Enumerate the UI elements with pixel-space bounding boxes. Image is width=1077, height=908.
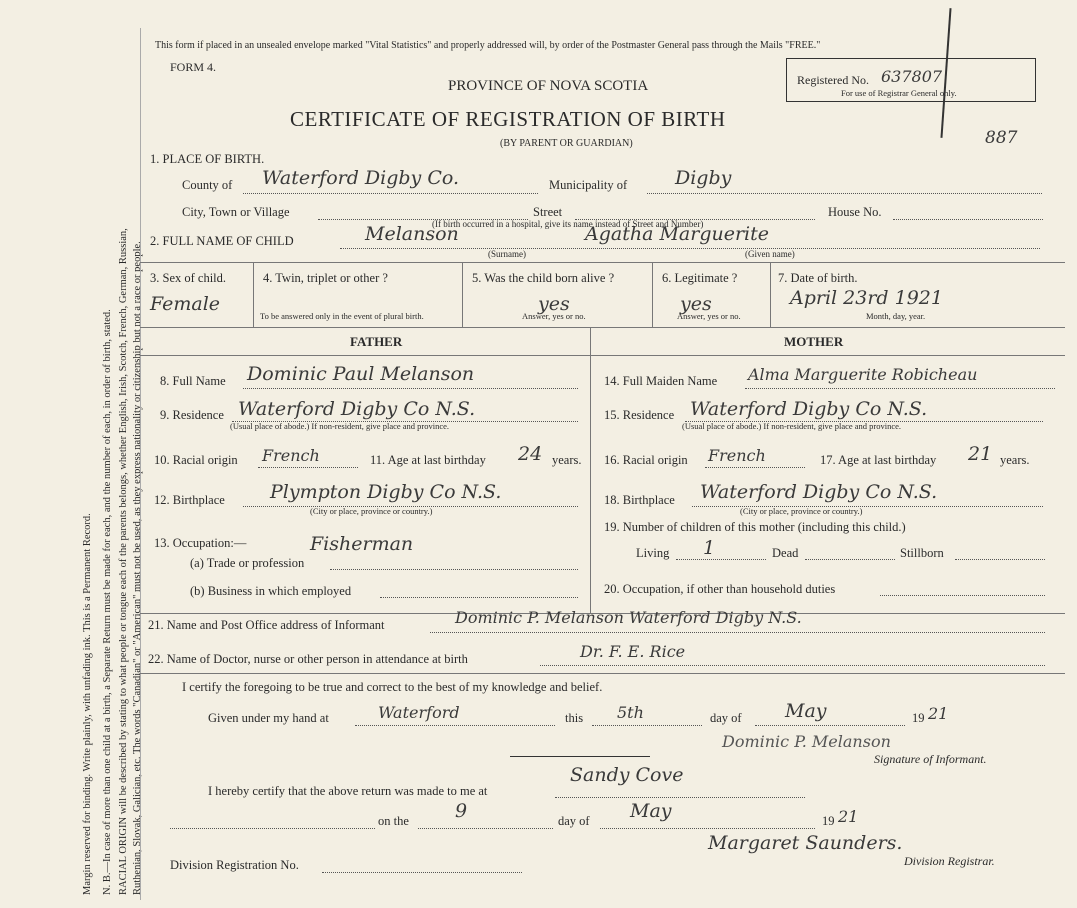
row3-divider-2 [462,262,463,327]
dead-line [805,559,895,560]
county-line [243,193,538,194]
trade-label: (a) Trade or profession [190,556,305,570]
mother-heading: MOTHER [784,334,844,349]
this-label: this [565,711,584,725]
mother-residence-value: Waterford Digby Co N.S. [690,398,928,420]
certify-day-value: 5th [617,703,644,722]
father-name-label: 8. Full Name [160,374,226,388]
hospital-note: (If birth occurred in a hospital, give its name instead of Street and Number) [432,219,704,229]
dead-label: Dead [772,546,799,560]
doctor-label: 22. Name of Doctor, nurse or other person in attendance at birth [148,652,468,666]
postal-notice: This form if placed in an unsealed envelope marked "Vital Statistics" and properly addressed will, by order of the Postmaster General pass through the Mails "FREE." [155,40,821,51]
mother-residence-note: (Usual place of abode.) If non-resident, give place and province. [682,421,902,431]
margin-notes [12,30,143,900]
street-label: Street [533,205,563,219]
certify-month-line [755,725,905,726]
mother-birthplace-note: (City or place, province or country.) [740,506,863,516]
province-heading: PROVINCE OF NOVA SCOTIA [448,78,649,94]
certify-day-line [592,725,702,726]
certify-year-prefix: 19 [912,711,925,725]
business-label: (b) Business in which employed [190,584,352,598]
father-occupation-label: 13. Occupation:— [154,536,247,550]
certificate-subtitle: (BY PARENT OR GUARDIAN) [500,138,633,149]
father-age-value: 24 [518,443,543,465]
child-name-line [340,248,1040,249]
mother-name-value: Alma Marguerite Robicheau [748,365,978,384]
father-age-label: 11. Age at last birthday [370,453,486,467]
row3-divider-3 [652,262,653,327]
margin-note-2: N. B.—In case of more than one child at a birth, a Separate Return must be made for each, and the number of each, in order of birth, stated. [102,309,113,895]
certify-top-rule [140,673,1065,674]
sex-label: 3. Sex of child. [150,271,227,285]
registrar-signature: Margaret Saunders. [708,832,903,854]
division-registration-label: Division Registration No. [170,858,299,872]
signature-rule [510,756,650,757]
father-residence-value: Waterford Digby Co N.S. [238,398,476,420]
registration-box [786,58,1036,102]
place-of-birth-heading: 1. PLACE OF BIRTH. [150,152,265,166]
surname-note: (Surname) [488,249,526,259]
certify-month-value: May [785,700,827,722]
children-count-label: 19. Number of children of this mother (including this child.) [604,520,906,534]
margin-note-1: Margin reserved for binding. Write plainly, with unfading ink. This is a Permanent Record. [82,513,93,895]
sex-value: Female [150,293,221,315]
registrar-day-line [418,828,553,829]
registrar-month-value: May [630,800,672,822]
father-name-line [243,388,578,389]
row3-divider-1 [253,262,254,327]
mother-age-value: 21 [968,443,993,465]
father-birthplace-note: (City or place, province or country.) [310,506,433,516]
registrar-year-prefix: 19 [822,814,835,828]
municipality-value: Digby [675,167,732,189]
mother-name-line [745,388,1055,389]
legitimate-value: yes [680,293,712,315]
margin-note-3: RACIAL ORIGIN will be described by stating to what people or tongue each of the parents belongs, whether English, Irish, Scotch, French, German, Russian, [118,228,129,895]
father-occupation-value: Fisherman [310,533,414,555]
living-line [676,559,766,560]
birth-date-value: April 23rd 1921 [790,287,943,309]
registrar-place-value: Sandy Cove [570,764,684,786]
stillborn-label: Stillborn [900,546,944,560]
mother-occupation-line [880,595,1045,596]
registered-number: 637807 [881,67,943,86]
county-label: County of [182,178,233,192]
division-registration-line [322,872,522,873]
certify-dayof-label: day of [710,711,742,725]
father-residence-note: (Usual place of abode.) If non-resident, give place and province. [230,421,450,431]
registered-label: Registered No. [797,73,869,87]
doctor-line [540,665,1045,666]
mother-name-label: 14. Full Maiden Name [604,374,718,388]
birth-date-note: Month, day, year. [866,311,926,321]
division-registrar-label: Division Registrar. [904,854,995,868]
parents-heading-rule [140,355,1065,356]
registrar-dayof-label: day of [558,814,590,828]
legitimate-label: 6. Legitimate ? [662,271,738,285]
child-name-label: 2. FULL NAME OF CHILD [150,234,294,248]
registrar-on-label: on the [378,814,409,828]
given-note: (Given name) [745,249,795,259]
parents-divider [590,327,591,613]
registrar-statement: I hereby certify that the above return was made to me at [208,784,488,798]
given-under-label: Given under my hand at [208,711,329,725]
row3-divider-4 [770,262,771,327]
mother-racial-value: French [708,446,766,465]
mother-birthplace-label: 18. Birthplace [604,493,675,507]
business-line [380,597,578,598]
certify-year-value: 21 [928,704,949,723]
living-value: 1 [703,537,716,559]
father-racial-label: 10. Racial origin [154,453,238,467]
informant-signature: Dominic P. Melanson [722,732,891,751]
given-place-value: Waterford [378,703,460,722]
alive-label: 5. Was the child born alive ? [472,271,615,285]
mother-occupation-label: 20. Occupation, if other than household duties [604,582,836,596]
living-label: Living [636,546,670,560]
informant-value: Dominic P. Melanson Waterford Digby N.S. [455,608,802,627]
mother-birthplace-value: Waterford Digby Co N.S. [700,481,938,503]
father-racial-line [258,467,358,468]
informant-label: 21. Name and Post Office address of Informant [148,618,385,632]
alive-note: Answer, yes or no. [522,311,586,321]
father-racial-value: French [262,446,320,465]
certificate-title: CERTIFICATE OF REGISTRATION OF BIRTH [290,107,726,131]
mother-years-label: years. [1000,453,1030,467]
given-place-line [355,725,555,726]
stillborn-line [955,559,1045,560]
registrar-year-value: 21 [838,807,859,826]
signature-label: Signature of Informant. [874,752,987,766]
house-label: House No. [828,205,882,219]
twin-note: To be answered only in the event of plural birth. [260,311,424,321]
mother-racial-line [705,467,805,468]
municipality-label: Municipality of [549,178,628,192]
birth-date-label: 7. Date of birth. [778,271,858,285]
mother-residence-label: 15. Residence [604,408,675,422]
alive-value: yes [538,293,570,315]
doctor-value: Dr. F. E. Rice [580,642,686,661]
corner-number: 887 [985,128,1018,148]
father-name-value: Dominic Paul Melanson [247,363,475,385]
trade-line [330,569,578,570]
certify-statement: I certify the foregoing to be true and correct to the best of my knowledge and belief. [182,680,603,694]
county-value: Waterford Digby Co. [262,167,460,189]
row3-top-rule [140,262,1065,263]
row3-bottom-rule [140,327,1065,328]
mother-racial-label: 16. Racial origin [604,453,688,467]
city-label: City, Town or Village [182,205,290,219]
registrar-day-value: 9 [455,800,468,822]
twin-label: 4. Twin, triplet or other ? [263,271,388,285]
registrar-blank-line [170,828,375,829]
margin-note-4: Ruthenian, Slovak, Galician, etc. The words "Canadian" or "American" must not be used, as they express nationality or citizenship but not a race or people. [132,241,143,895]
informant-line [430,632,1045,633]
form-number: FORM 4. [170,60,217,74]
father-birthplace-label: 12. Birthplace [154,493,225,507]
municipality-line [647,193,1042,194]
registrar-note: For use of Registrar General only. [841,88,957,98]
father-residence-label: 9. Residence [160,408,224,422]
legitimate-note: Answer, yes or no. [677,311,741,321]
father-years-label: years. [552,453,582,467]
registrar-month-line [600,828,815,829]
registrar-place-line [555,797,805,798]
father-birthplace-value: Plympton Digby Co N.S. [270,481,502,503]
child-given-name: Agatha Marguerite [585,223,769,245]
child-surname: Melanson [365,223,459,245]
house-line [893,219,1043,220]
father-heading: FATHER [350,334,403,349]
mother-age-label: 17. Age at last birthday [820,453,937,467]
